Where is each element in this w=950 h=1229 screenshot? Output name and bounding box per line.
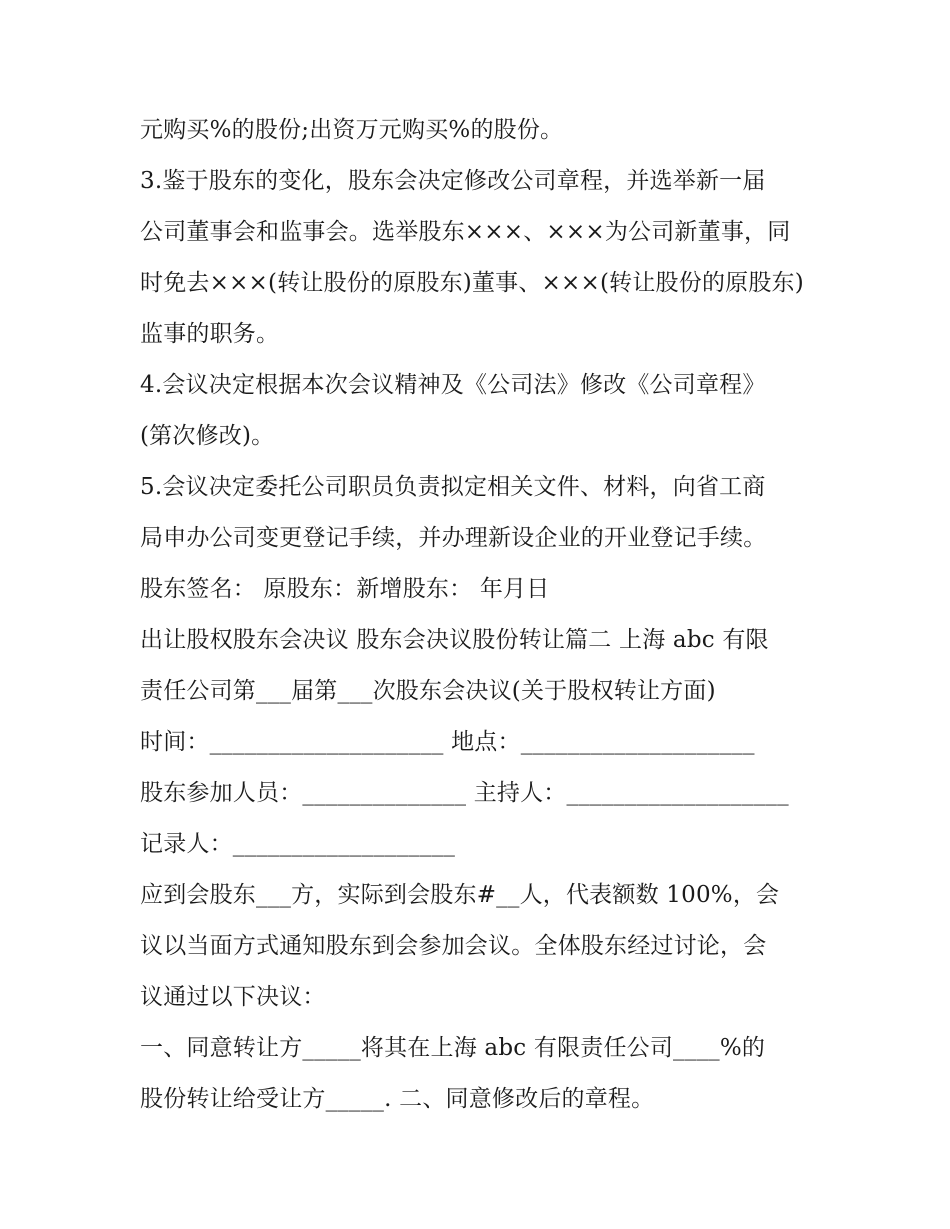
text-line: 元购买%的股份;出资万元购买%的股份。 [140,117,564,143]
text-line: 议通过以下决议： [140,984,326,1010]
text-line: 议以当面方式通知股东到会参加会议。全体股东经过讨论，会 [140,933,767,959]
time-location-field-line: 时间：____________________ 地点：____________________ [140,729,755,755]
text-line: 3.鉴于股东的变化，股东会决定修改公司章程，并选举新一届 [140,168,766,194]
text-line: 局申办公司变更登记手续，并办理新设企业的开业登记手续。 [140,525,767,551]
resolution-line: 股份转让给受让方_____. 二、同意修改后的章程。 [140,1086,655,1112]
text-line: 公司董事会和监事会。选举股东×××、×××为公司新董事，同 [140,219,791,245]
text-line: (第次修改)。 [140,423,275,449]
text-line: 4.会议决定根据本次会议精神及《公司法》修改《公司章程》 [140,372,766,398]
document-body [140,105,830,1125]
signature-line: 股东签名： 原股东：新增股东： 年月日 [140,576,550,602]
resolution-line: 一、同意转让方_____将其在上海 abc 有限责任公司____%的 [140,1035,766,1061]
section-title-line: 出让股权股东会决议 股东会决议股份转让篇二 上海 abc 有限 [140,627,769,653]
section-title-line: 责任公司第___届第___次股东会决议(关于股权转让方面) [140,678,716,704]
text-line: 应到会股东___方，实际到会股东#__人，代表额数 100%，会 [140,882,780,908]
text-line: 5.会议决定委托公司职员负责拟定相关文件、材料，向省工商 [140,474,766,500]
attendees-host-field-line: 股东参加人员：______________ 主持人：___________________ [140,780,789,806]
recorder-field-line: 记录人：___________________ [140,831,456,857]
text-line: 监事的职务。 [140,321,280,347]
text-line: 时免去×××(转让股份的原股东)董事、×××(转让股份的原股东) [140,270,804,296]
